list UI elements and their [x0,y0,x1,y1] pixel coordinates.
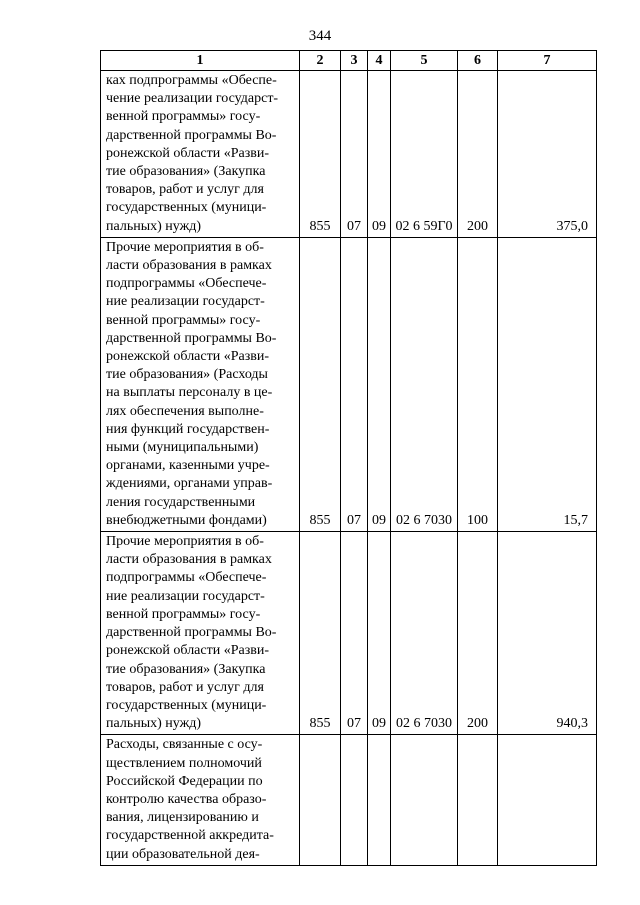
row-name: Прочие мероприятия в об- ласти образования в рамках подпрограммы «Обеспече- ние реализации государст- венной программы» госу- дарственной программы Во- ронежской области «Разви- тие образования» (Расходы на выплаты персоналу в це- лях обеспечения выполне- ния функций государствен- ными (муниципальными) органами, казенными учре- ждениями, органами управ- ления государственными внебюджетными фондами) [106,239,277,528]
row-name: Прочие мероприятия в об- ласти образования в рамках подпрограммы «Обеспече- ние реализации государст- венной программы» госу- дарственной программы Во- ронежской области «Разви- тие образования» (Закупка товаров, работ и услуг для государственных (муници- пальных) нужд) [106,534,277,732]
cell-col2: 855 [300,71,341,238]
column-header-2: 2 [300,51,341,71]
cell-col6: 100 [458,237,498,531]
cell-col2 [300,735,341,865]
cell-col5: 02 6 7030 [391,237,458,531]
cell-col7: 375,0 [498,71,597,238]
cell-col7: 940,3 [498,532,597,735]
cell-col4: 09 [368,532,391,735]
cell-col3: 07 [341,532,368,735]
column-header-5: 5 [391,51,458,71]
cell-col4: 09 [368,237,391,531]
cell-col3: 07 [341,71,368,238]
table-row [101,532,597,735]
column-header-3: 3 [341,51,368,71]
column-header-7: 7 [498,51,597,71]
page-number: 344 [308,28,332,44]
row-name-cell [101,71,300,238]
row-name-cell [101,237,300,531]
cell-col6: 200 [458,532,498,735]
cell-col7: 15,7 [498,237,597,531]
row-name: ках подпрограммы «Обеспе- чение реализации государст- венной программы» госу- дарственной программы Во- ронежской области «Разви- тие образования» (Закупка товаров, работ и услуг для государственных (муници- пальных) нужд) [106,73,279,234]
row-name: Расходы, связанные с осу- ществлением полномочий Российской Федерации по контролю качества образо- вания, лицензированию и государственной аккредита- ции образовательной дея- [106,737,274,862]
table-row [101,735,597,865]
cell-col2: 855 [300,532,341,735]
row-name-cell [101,735,300,865]
cell-col7 [498,735,597,865]
cell-col3 [341,735,368,865]
table-row [101,237,597,531]
cell-col3: 07 [341,237,368,531]
cell-col5 [391,735,458,865]
cell-col4: 09 [368,71,391,238]
cell-col2: 855 [300,237,341,531]
table-row [101,71,597,238]
header-row [101,51,597,71]
column-header-4: 4 [368,51,391,71]
column-header-6: 6 [458,51,498,71]
cell-col4 [368,735,391,865]
cell-col5: 02 6 7030 [391,532,458,735]
cell-col5: 02 6 59Г0 [391,71,458,238]
cell-col6 [458,735,498,865]
budget-table [100,50,597,866]
column-header-1: 1 [101,51,300,71]
cell-col6: 200 [458,71,498,238]
row-name-cell [101,532,300,735]
